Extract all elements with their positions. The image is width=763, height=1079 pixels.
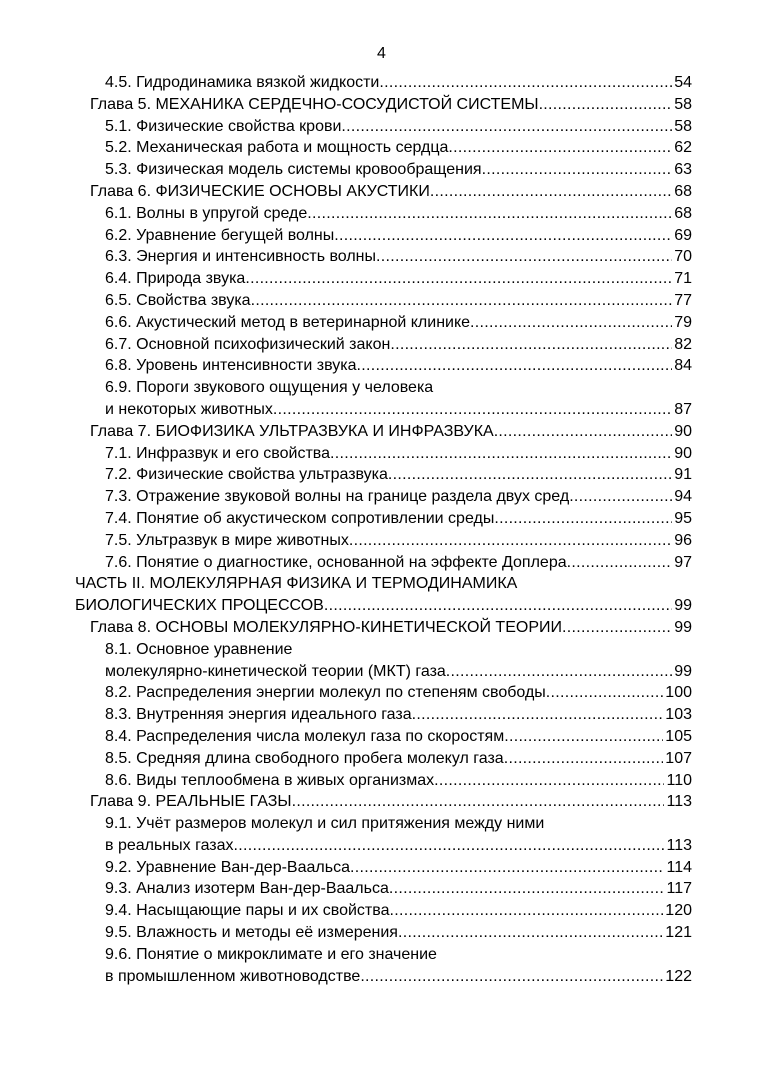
dot-leader: [504, 748, 664, 770]
dot-leader: [350, 857, 665, 879]
dot-leader: [504, 726, 663, 748]
toc-entry-title: 5.1. Физические свойства крови: [105, 117, 342, 135]
toc-entry-title: БИОЛОГИЧЕСКИХ ПРОЦЕССОВ: [75, 597, 324, 615]
toc-entry: [75, 878, 692, 900]
toc-entry-page: 121: [665, 924, 692, 942]
toc-entry-page: 95: [674, 509, 692, 527]
toc-entry: [75, 704, 692, 726]
toc-entry-page: 122: [665, 967, 692, 985]
toc-entry: [75, 225, 692, 247]
toc-entry: [75, 268, 692, 290]
toc-entry: [75, 464, 692, 486]
toc-entry-page: 82: [674, 335, 692, 353]
toc-entry-title: 8.2. Распределения энергии молекул по степеням свободы: [105, 684, 546, 702]
toc-entry-page: 54: [674, 74, 692, 91]
toc-entry-page: 84: [674, 357, 692, 375]
toc-entry-title: Глава 7. БИОФИЗИКА УЛЬТРАЗВУКА И ИНФРАЗВУКА: [90, 422, 494, 440]
dot-leader: [379, 72, 672, 94]
toc-entry-title: молекулярно-кинетической теории (МКТ) газа: [105, 662, 446, 680]
toc-entry-title: в реальных газах: [105, 836, 234, 854]
dot-leader: [398, 922, 663, 944]
toc-entry: [75, 552, 692, 574]
toc-entry-title: Глава 9. РЕАЛЬНЫЕ ГАЗЫ: [90, 793, 292, 811]
dot-leader: [546, 682, 664, 704]
toc-entry-title: 7.4. Понятие об акустическом сопротивлении среды: [105, 509, 495, 527]
toc-entry-page: 62: [674, 139, 692, 157]
dot-leader: [494, 421, 673, 443]
toc-entry: [75, 530, 692, 552]
toc-entry: [75, 137, 692, 159]
toc-entry: [75, 813, 692, 835]
dot-leader: [341, 116, 672, 138]
dot-leader: [388, 464, 672, 486]
dot-leader: [349, 530, 672, 552]
toc-entry-title: 6.5. Свойства звука: [105, 291, 251, 309]
toc-entry-title: 9.4. Насыщающие пары и их свойства: [105, 902, 390, 920]
dot-leader: [569, 486, 672, 508]
dot-leader: [389, 878, 665, 900]
dot-leader: [273, 399, 672, 421]
dot-leader: [234, 835, 665, 857]
toc-entry-page: 69: [674, 226, 692, 244]
toc-entry-title: в промышленном животноводстве: [105, 967, 361, 985]
toc-entry-page: 114: [666, 858, 692, 876]
dot-leader: [389, 900, 663, 922]
toc-entry-title: 8.1. Основное уравнение: [105, 640, 293, 658]
toc-entry-title: 9.6. Понятие о микроклимате и его значение: [105, 945, 437, 963]
dot-leader: [470, 312, 672, 334]
toc-entry-title: 6.4. Природа звука: [105, 270, 246, 288]
table-of-contents: [75, 72, 692, 987]
toc-entry-page: 79: [674, 313, 692, 331]
toc-entry-title: 9.3. Анализ изотерм Ван-дер-Ваальса: [105, 880, 389, 898]
toc-entry: [75, 290, 692, 312]
toc-entry-title: 6.7. Основной психофизический закон: [105, 335, 391, 353]
toc-entry-page: 90: [674, 444, 692, 462]
toc-entry: [75, 334, 692, 356]
toc-entry: [75, 573, 692, 595]
dot-leader: [251, 290, 673, 312]
toc-entry-title: 7.3. Отражение звуковой волны на границе раздела двух сред: [105, 488, 570, 506]
toc-entry-page: 96: [674, 531, 692, 549]
toc-entry: [75, 181, 692, 203]
toc-entry-title: 7.2. Физические свойства ультразвука: [105, 466, 388, 484]
toc-entry: [75, 72, 692, 94]
toc-entry: [75, 203, 692, 225]
toc-entry: [75, 246, 692, 268]
toc-entry-page: 97: [674, 553, 692, 571]
toc-entry-title: Глава 6. ФИЗИЧЕСКИЕ ОСНОВЫ АКУСТИКИ: [90, 182, 430, 200]
dot-leader: [292, 791, 665, 813]
toc-entry: [75, 922, 692, 944]
dot-leader: [390, 334, 672, 356]
toc-entry-page: 58: [674, 95, 692, 113]
toc-entry-page: 70: [674, 248, 692, 266]
dot-leader: [430, 181, 672, 203]
toc-entry-title: и некоторых животных: [105, 400, 273, 418]
toc-entry: [75, 639, 692, 661]
toc-entry-page: 100: [665, 684, 692, 702]
toc-entry-page: 87: [674, 400, 692, 418]
toc-entry: [75, 159, 692, 181]
toc-entry-title: 4.5. Гидродинамика вязкой жидкости: [105, 74, 380, 91]
toc-entry-title: 8.6. Виды теплообмена в живых организмах: [105, 771, 435, 789]
toc-entry: [75, 443, 692, 465]
dot-leader: [494, 508, 672, 530]
dot-leader: [562, 617, 672, 639]
toc-entry: [75, 835, 692, 857]
dot-leader: [334, 225, 672, 247]
toc-entry-title: 6.6. Акустический метод в ветеринарной клинике: [105, 313, 471, 331]
toc-entry-page: 68: [674, 182, 692, 200]
dot-leader: [446, 661, 672, 683]
toc-entry: [75, 421, 692, 443]
toc-entry: [75, 595, 692, 617]
toc-entry-page: 58: [674, 117, 692, 135]
toc-entry-title: 6.1. Волны в упругой среде: [105, 204, 308, 222]
toc-entry-page: 68: [674, 204, 692, 222]
dot-leader: [330, 443, 672, 465]
toc-entry-title: Глава 5. МЕХАНИКА СЕРДЕЧНО-СОСУДИСТОЙ СИСТЕМЫ: [90, 95, 539, 113]
toc-entry-title: 6.3. Энергия и интенсивность волны: [105, 248, 377, 266]
toc-entry-title: 8.3. Внутренняя энергия идеального газа: [105, 706, 412, 724]
toc-entry-title: 7.1. Инфразвук и его свойства: [105, 444, 330, 462]
toc-entry: [75, 966, 692, 988]
dot-leader: [245, 268, 672, 290]
dot-leader: [448, 137, 672, 159]
toc-entry-title: 5.3. Физическая модель системы кровообращения: [105, 161, 482, 179]
toc-entry-page: 117: [666, 880, 692, 898]
toc-entry-title: 7.5. Ультразвук в мире животных: [105, 531, 349, 549]
page-number: 4: [377, 45, 386, 62]
toc-entry: [75, 399, 692, 421]
toc-entry: [75, 94, 692, 116]
toc-entry-page: 107: [665, 749, 692, 767]
toc-entry-page: 103: [665, 706, 692, 724]
toc-entry-title: 8.4. Распределения числа молекул газа по скоростям: [105, 727, 505, 745]
dot-leader: [307, 203, 672, 225]
toc-entry-page: 94: [674, 488, 692, 506]
toc-entry: [75, 791, 692, 813]
toc-entry: [75, 312, 692, 334]
toc-entry-title: Глава 8. ОСНОВЫ МОЛЕКУЛЯРНО-КИНЕТИЧЕСКОЙ ТЕОРИИ: [90, 618, 562, 636]
toc-entry-title: 6.9. Пороги звукового ощущения у человека: [105, 379, 434, 397]
dot-leader: [567, 552, 673, 574]
toc-entry-page: 90: [674, 422, 692, 440]
dot-leader: [324, 595, 672, 617]
toc-entry-title: 9.1. Учёт размеров молекул и сил притяжения между ними: [105, 815, 545, 833]
toc-entry-title: ЧАСТЬ II. МОЛЕКУЛЯРНАЯ ФИЗИКА И ТЕРМОДИНАМИКА: [75, 575, 518, 593]
toc-entry-page: 110: [666, 771, 692, 789]
toc-entry: [75, 486, 692, 508]
toc-entry: [75, 116, 692, 138]
toc-entry-page: 99: [674, 662, 692, 680]
toc-entry: [75, 770, 692, 792]
toc-entry-title: 6.8. Уровень интенсивности звука: [105, 357, 357, 375]
dot-leader: [482, 159, 673, 181]
dot-leader: [360, 966, 663, 988]
toc-entry: [75, 748, 692, 770]
toc-entry-page: 63: [674, 161, 692, 179]
toc-entry: [75, 682, 692, 704]
dot-leader: [356, 355, 672, 377]
toc-entry-page: 113: [666, 836, 692, 854]
toc-entry: [75, 900, 692, 922]
toc-entry-page: 91: [674, 466, 692, 484]
dot-leader: [412, 704, 664, 726]
dot-leader: [539, 94, 673, 116]
toc-entry-title: 9.5. Влажность и методы её измерения: [105, 924, 398, 942]
toc-entry: [75, 857, 692, 879]
toc-entry: [75, 355, 692, 377]
toc-entry-title: 5.2. Механическая работа и мощность сердца: [105, 139, 449, 157]
toc-entry-page: 71: [674, 270, 692, 288]
toc-entry-page: 77: [674, 291, 692, 309]
toc-entry-page: 99: [674, 618, 692, 636]
toc-entry-title: 9.2. Уравнение Ван-дер-Ваальса: [105, 858, 350, 876]
toc-entry-title: 8.5. Средняя длина свободного пробега молекул газа: [105, 749, 504, 767]
toc-entry: [75, 944, 692, 966]
toc-entry: [75, 726, 692, 748]
toc-entry: [75, 661, 692, 683]
toc-entry-page: 120: [665, 902, 692, 920]
toc-entry: [75, 377, 692, 399]
dot-leader: [376, 246, 672, 268]
dot-leader: [434, 770, 664, 792]
toc-entry-page: 105: [665, 727, 692, 745]
toc-entry-page: 113: [666, 793, 692, 811]
toc-entry: [75, 508, 692, 530]
toc-entry-title: 7.6. Понятие о диагностике, основанной на эффекте Доплера: [105, 553, 567, 571]
toc-entry-title: 6.2. Уравнение бегущей волны: [105, 226, 335, 244]
toc-entry: [75, 617, 692, 639]
toc-entry-page: 99: [674, 597, 692, 615]
